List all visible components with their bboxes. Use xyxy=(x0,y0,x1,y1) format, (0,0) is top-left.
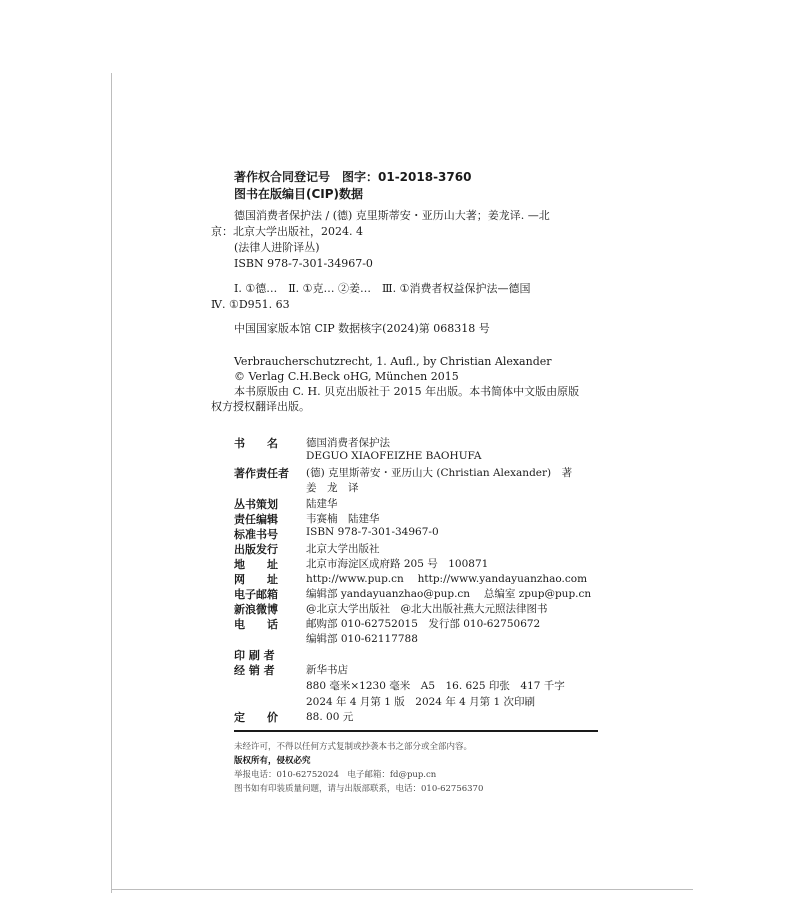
cip-isbn: ISBN 978-7-301-34967-0 xyxy=(234,257,373,270)
cip-record-number: 中国国家版本馆 CIP 数据核字(2024)第 068318 号 xyxy=(234,322,490,335)
info-label-title: 书 名 xyxy=(234,437,278,450)
info-label-author: 著作责任者 xyxy=(234,467,289,480)
info-value-publisher: 北京大学出版社 xyxy=(306,543,380,555)
original-title: Verbraucherschutzrecht, 1. Aufl., by Christian Alexander xyxy=(234,355,552,368)
info-label-price: 定 价 xyxy=(234,711,278,724)
cip-classification: Ⅳ. ①D951. 63 xyxy=(211,298,290,311)
info-label-weibo: 新浪微博 xyxy=(234,603,278,616)
translation-note: 本书原版由 C. H. 贝克出版社于 2015 年出版。本书简体中文版由原版 xyxy=(234,385,580,398)
info-value-spec: 880 毫米×1230 毫米 A5 16. 625 印张 417 千字 xyxy=(306,680,565,692)
info-value-address: 北京市海淀区成府路 205 号 100871 xyxy=(306,558,489,570)
cip-classification: Ⅰ. ①德… Ⅱ. ①克… ②姜… Ⅲ. ①消费者权益保护法—德国 xyxy=(234,282,531,295)
info-value-phone: 邮购部 010-62752015 发行部 010-62750672 xyxy=(306,618,541,630)
info-value-isbn: ISBN 978-7-301-34967-0 xyxy=(306,526,439,538)
info-value-phone-editor: 编辑部 010-62117788 xyxy=(306,633,418,645)
translation-note: 权方授权翻译出版。 xyxy=(211,400,310,413)
cip-line: 德国消费者保护法 / (德) 克里斯蒂安・亚历山大著；姜龙译. —北 xyxy=(234,209,550,222)
info-value-title: 德国消费者保护法 xyxy=(306,437,390,449)
info-label-dealer: 经 销 者 xyxy=(234,664,275,677)
footer-quality: 图书如有印装质量问题，请与出版部联系，电话：010-62756370 xyxy=(234,784,484,794)
footer-divider xyxy=(234,730,598,732)
info-label-editor: 责任编辑 xyxy=(234,513,278,526)
info-label-printer: 印 刷 者 xyxy=(234,649,275,662)
footer-report: 举报电话：010-62752024 电子邮箱：fd@pup.cn xyxy=(234,770,437,780)
info-value-editor: 韦赛楠 陆建华 xyxy=(306,513,380,525)
info-value-dealer: 新华书店 xyxy=(306,664,348,676)
info-label-address: 地 址 xyxy=(234,558,278,571)
info-value-series: 陆建华 xyxy=(306,498,338,510)
cip-title: 图书在版编目(CIP)数据 xyxy=(234,187,364,201)
info-label-email: 电子邮箱 xyxy=(234,588,278,601)
info-label-phone: 电 话 xyxy=(234,618,278,631)
info-value-url: http://www.pup.cn http://www.yandayuanzhao.com xyxy=(306,573,588,585)
info-value-edition: 2024 年 4 月第 1 版 2024 年 4 月第 1 次印刷 xyxy=(306,696,536,708)
footer-notice: 未经许可，不得以任何方式复制或抄袭本书之部分或全部内容。 xyxy=(234,742,473,752)
info-value-email: 编辑部 yandayuanzhao@pup.cn 总编室 zpup@pup.cn xyxy=(306,588,592,600)
info-value-title-pinyin: DEGUO XIAOFEIZHE BAOHUFA xyxy=(306,450,482,462)
info-label-isbn: 标准书号 xyxy=(234,528,278,541)
cip-line: 京：北京大学出版社，2024. 4 xyxy=(211,225,363,238)
info-label-series: 丛书策划 xyxy=(234,498,278,511)
info-value-translator: 姜 龙 译 xyxy=(306,482,359,494)
info-value-author: (德) 克里斯蒂安・亚历山大 (Christian Alexander) 著 xyxy=(306,467,573,479)
info-label-publisher: 出版发行 xyxy=(234,543,278,556)
info-label-url: 网 址 xyxy=(234,573,278,586)
footer-rights: 版权所有，侵权必究 xyxy=(234,756,311,766)
original-copyright: © Verlag C.H.Beck oHG, München 2015 xyxy=(234,370,459,383)
cip-line: (法律人进阶译丛) xyxy=(234,241,320,254)
copyright-registration: 著作权合同登记号 图字：01-2018-3760 xyxy=(234,170,472,184)
info-value-price: 88. 00 元 xyxy=(306,711,354,723)
info-value-weibo: @北京大学出版社 @北大出版社燕大元照法律图书 xyxy=(306,603,548,615)
